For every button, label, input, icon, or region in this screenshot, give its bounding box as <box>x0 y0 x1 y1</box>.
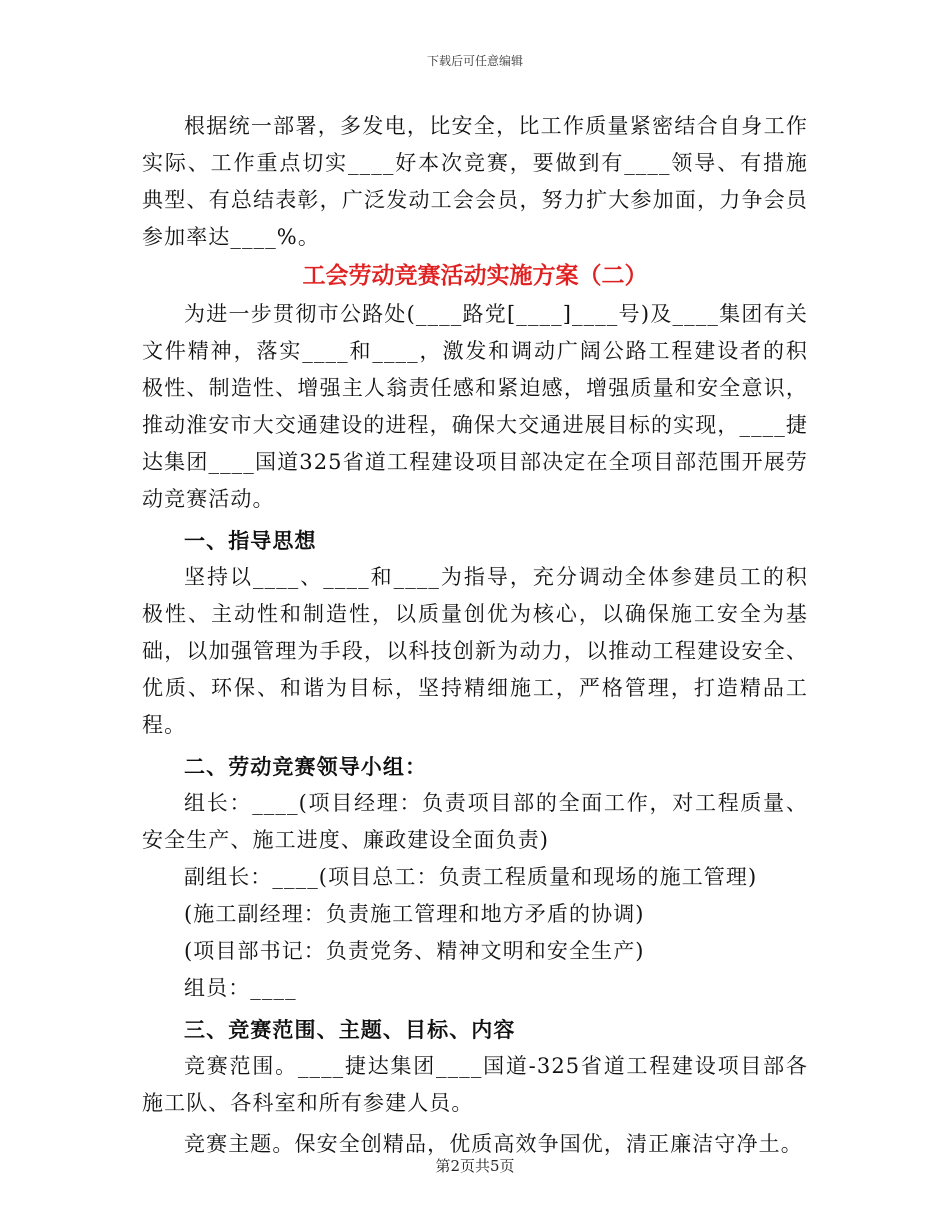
purpose-paragraph: 为进一步贯彻市公路处(____路党[____]____号)及____集团有关文件精神，落实____和____，激发和调动广阔公路工程建设者的积极性、制造性、增强主人翁责任感和紧迫感，增强质量和安全意识，推动淮安市大交通建设的进程，确保大交通进展目标的实现，____捷达集团____国道325省道工程建设项目部决定在全项目部范围开展劳动竞赛活动。 <box>142 302 808 511</box>
document-body <box>142 108 808 1163</box>
members-line: 组员：____ <box>184 976 297 1000</box>
party-secretary-line: (项目部书记：负责党务、精神文明和安全生产) <box>184 939 645 963</box>
construction-deputy-line: (施工副经理：负责施工管理和地方矛盾的协调) <box>184 902 645 926</box>
guiding-ideology-paragraph: 坚持以____、____和____为指导，充分调动全体参建员工的积极性、主动性和制造性，以质量创优为核心，以确保施工安全为基础，以加强管理为手段，以科技创新为动力，以推动工程建设安全、优质、环保、和谐为目标，坚持精细施工，严格管理，打造精品工程。 <box>142 565 808 737</box>
section-heading-leadership-group: 二、劳动竞赛领导小组： <box>184 754 428 779</box>
group-leader-line: 组长：____(项目经理：负责项目部的全面工作，对工程质量、安全生产、施工进度、廉政建设全面负责) <box>142 791 808 852</box>
page-number: 第2页共5页 <box>435 1157 515 1175</box>
deputy-leader-line: 副组长：____(项目总工：负责工程质量和现场的施工管理) <box>184 865 758 889</box>
competition-scope-paragraph: 竞赛范围。____捷达集团____国道-325省道工程建设项目部各施工队、各科室和所有参建人员。 <box>142 1054 808 1115</box>
page-header-note: 下载后可任意编辑 <box>426 54 523 68</box>
document-title: 工会劳动竞赛活动实施方案（二） <box>302 262 648 289</box>
intro-paragraph: 根据统一部署，多发电，比安全，比工作质量紧密结合自身工作实际、工作重点切实____好本次竞赛，要做到有____领导、有措施典型、有总结表彰，广泛发动工会会员，努力扩大参加面，力争会员参加率达____%。 <box>142 114 808 249</box>
section-heading-guiding-ideology: 一、指导思想 <box>184 528 317 553</box>
competition-theme-paragraph: 竞赛主题。保安全创精品，优质高效争国优，清正廉洁守净土。 <box>184 1132 803 1156</box>
section-heading-scope-theme: 三、竞赛范围、主题、目标、内容 <box>184 1017 516 1042</box>
